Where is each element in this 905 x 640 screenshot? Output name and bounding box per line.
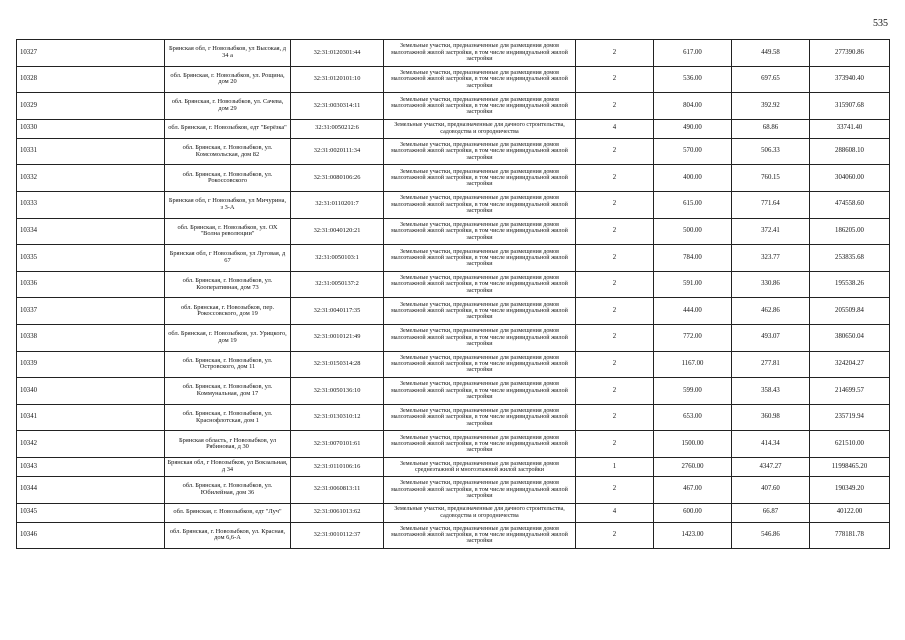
group-cell: 2 — [576, 324, 654, 351]
land-use-cell: Земельные участки, предназначенные для размещения домов малоэтажной жилой застройки, в том числе индивидуальной жилой застройки — [384, 66, 576, 93]
address-cell: Брянская обл, г Новозыбков, ул Мичурина, з 3-А — [165, 191, 291, 218]
row-number-cell: 10331 — [17, 138, 165, 165]
table-row — [17, 431, 890, 458]
cadastral-number-cell: 32:31:0040120:21 — [291, 218, 384, 245]
land-use-cell: Земельные участки, предназначенные для размещения домов малоэтажной жилой застройки, в том числе индивидуальной жилой застройки — [384, 324, 576, 351]
address-cell: обл. Брянская, г. Новозыбков, ул. Сачева, дом 29 — [165, 93, 291, 120]
row-number-cell: 10334 — [17, 218, 165, 245]
unit-value-cell: 760.15 — [732, 165, 810, 192]
address-cell: обл. Брянская, г. Новозыбков, ул. Красная, дом 6,6-А — [165, 522, 291, 549]
area-cell: 591.00 — [654, 271, 732, 298]
unit-value-cell: 493.07 — [732, 324, 810, 351]
group-cell: 2 — [576, 351, 654, 378]
land-use-cell: Земельные участки, предназначенные для дачного строительства, садоводства и огородничества — [384, 503, 576, 522]
group-cell: 1 — [576, 457, 654, 476]
land-use-cell: Земельные участки, предназначенные для размещения домов малоэтажной жилой застройки, в том числе индивидуальной жилой застройки — [384, 245, 576, 272]
area-cell: 1500.00 — [654, 431, 732, 458]
land-use-cell: Земельные участки, предназначенные для размещения домов малоэтажной жилой застройки, в том числе индивидуальной жилой застройки — [384, 476, 576, 503]
table-body — [17, 40, 890, 549]
table-row — [17, 324, 890, 351]
land-use-cell: Земельные участки, предназначенные для размещения домов малоэтажной жилой застройки, в том числе индивидуальной жилой застройки — [384, 271, 576, 298]
table-row — [17, 522, 890, 549]
cadastral-number-cell: 32:31:0050137:2 — [291, 271, 384, 298]
address-cell: обл. Брянская, г. Новозыбков, ул. Юбилейная, дом 36 — [165, 476, 291, 503]
row-number-cell: 10346 — [17, 522, 165, 549]
table-row — [17, 271, 890, 298]
address-cell: обл. Брянская, г. Новозыбков, едт "Берёзка" — [165, 119, 291, 138]
cadastral-value-cell: 277390.86 — [810, 40, 890, 67]
cadastral-value-cell: 315907.68 — [810, 93, 890, 120]
area-cell: 536.00 — [654, 66, 732, 93]
row-number-cell: 10336 — [17, 271, 165, 298]
area-cell: 1423.00 — [654, 522, 732, 549]
table-row — [17, 457, 890, 476]
unit-value-cell: 372.41 — [732, 218, 810, 245]
unit-value-cell: 358.43 — [732, 378, 810, 405]
cadastral-number-cell: 32:31:0050103:1 — [291, 245, 384, 272]
table-row — [17, 503, 890, 522]
unit-value-cell: 407.60 — [732, 476, 810, 503]
address-cell: обл. Брянская, г. Новозыбков, пер. Рокоссовского, дом 19 — [165, 298, 291, 325]
unit-value-cell: 546.86 — [732, 522, 810, 549]
group-cell: 2 — [576, 191, 654, 218]
area-cell: 444.00 — [654, 298, 732, 325]
group-cell: 4 — [576, 503, 654, 522]
address-cell: обл. Брянская, г. Новозыбков, ул. Урицкого, дом 19 — [165, 324, 291, 351]
address-cell: Брянская область, г Новозыбков, ул Рябиновая, д 30 — [165, 431, 291, 458]
row-number-cell: 10342 — [17, 431, 165, 458]
unit-value-cell: 449.58 — [732, 40, 810, 67]
cadastral-number-cell: 32:31:0030314:11 — [291, 93, 384, 120]
cadastral-value-cell: 288608.10 — [810, 138, 890, 165]
address-cell: Брянская обл, г Новозыбков, ул Высокая, д 34 а — [165, 40, 291, 67]
cadastral-number-cell: 32:31:0120301:44 — [291, 40, 384, 67]
row-number-cell: 10344 — [17, 476, 165, 503]
land-use-cell: Земельные участки, предназначенные для дачного строительства, садоводства и огородничества — [384, 119, 576, 138]
row-number-cell: 10335 — [17, 245, 165, 272]
row-number-cell: 10345 — [17, 503, 165, 522]
cadastral-number-cell: 32:31:0010112:37 — [291, 522, 384, 549]
row-number-cell: 10333 — [17, 191, 165, 218]
cadastral-number-cell: 32:31:0010121:49 — [291, 324, 384, 351]
address-cell: обл. Брянская, г. Новозыбков, ул. Краснофлотская, дом 1 — [165, 404, 291, 431]
unit-value-cell: 360.98 — [732, 404, 810, 431]
unit-value-cell: 323.77 — [732, 245, 810, 272]
cadastral-number-cell: 32:31:0080106:26 — [291, 165, 384, 192]
land-use-cell: Земельные участки, предназначенные для размещения домов малоэтажной жилой застройки, в том числе индивидуальной жилой застройки — [384, 431, 576, 458]
cadastral-value-cell: 190349.20 — [810, 476, 890, 503]
cadastral-number-cell: 32:31:0110106:16 — [291, 457, 384, 476]
row-number-cell: 10340 — [17, 378, 165, 405]
group-cell: 4 — [576, 119, 654, 138]
cadastral-value-cell: 11998465.20 — [810, 457, 890, 476]
row-number-cell: 10330 — [17, 119, 165, 138]
group-cell: 2 — [576, 138, 654, 165]
unit-value-cell: 68.86 — [732, 119, 810, 138]
cadastral-number-cell: 32:31:0061013:62 — [291, 503, 384, 522]
cadastral-value-cell: 474558.60 — [810, 191, 890, 218]
table-row — [17, 351, 890, 378]
cadastral-number-cell: 32:31:0110201:7 — [291, 191, 384, 218]
cadastral-value-cell: 778181.78 — [810, 522, 890, 549]
table-row — [17, 245, 890, 272]
land-use-cell: Земельные участки, предназначенные для размещения домов среднеэтажной и многоэтажной жилой застройки — [384, 457, 576, 476]
land-use-cell: Земельные участки, предназначенные для размещения домов малоэтажной жилой застройки, в том числе индивидуальной жилой застройки — [384, 298, 576, 325]
unit-value-cell: 392.92 — [732, 93, 810, 120]
land-registry-table — [16, 39, 890, 549]
cadastral-value-cell: 373940.40 — [810, 66, 890, 93]
area-cell: 617.00 — [654, 40, 732, 67]
cadastral-number-cell: 32:31:0130310:12 — [291, 404, 384, 431]
area-cell: 490.00 — [654, 119, 732, 138]
address-cell: обл. Брянская, г. Новозыбков, едт "Луч" — [165, 503, 291, 522]
land-use-cell: Земельные участки, предназначенные для размещения домов малоэтажной жилой застройки, в том числе индивидуальной жилой застройки — [384, 93, 576, 120]
row-number-cell: 10332 — [17, 165, 165, 192]
address-cell: Брянская обл, г Новозыбков, ул Луговая, д 67 — [165, 245, 291, 272]
land-use-cell: Земельные участки, предназначенные для размещения домов малоэтажной жилой застройки, в том числе индивидуальной жилой застройки — [384, 404, 576, 431]
area-cell: 400.00 — [654, 165, 732, 192]
unit-value-cell: 771.64 — [732, 191, 810, 218]
cadastral-value-cell: 195538.26 — [810, 271, 890, 298]
table-row — [17, 378, 890, 405]
row-number-cell: 10337 — [17, 298, 165, 325]
area-cell: 615.00 — [654, 191, 732, 218]
unit-value-cell: 697.65 — [732, 66, 810, 93]
table-row — [17, 119, 890, 138]
address-cell: обл. Брянская, г. Новозыбков, ул. Комсомольская, дом 82 — [165, 138, 291, 165]
cadastral-value-cell: 186205.00 — [810, 218, 890, 245]
area-cell: 653.00 — [654, 404, 732, 431]
group-cell: 2 — [576, 476, 654, 503]
land-use-cell: Земельные участки, предназначенные для размещения домов малоэтажной жилой застройки, в том числе индивидуальной жилой застройки — [384, 40, 576, 67]
land-use-cell: Земельные участки, предназначенные для размещения домов малоэтажной жилой застройки, в том числе индивидуальной жилой застройки — [384, 138, 576, 165]
address-cell: обл. Брянская, г. Новозыбков, ул. Коммунальная, дом 17 — [165, 378, 291, 405]
land-use-cell: Земельные участки, предназначенные для размещения домов малоэтажной жилой застройки, в том числе индивидуальной жилой застройки — [384, 522, 576, 549]
area-cell: 600.00 — [654, 503, 732, 522]
unit-value-cell: 66.87 — [732, 503, 810, 522]
land-use-cell: Земельные участки, предназначенные для размещения домов малоэтажной жилой застройки, в том числе индивидуальной жилой застройки — [384, 378, 576, 405]
land-use-cell: Земельные участки, предназначенные для размещения домов малоэтажной жилой застройки, в том числе индивидуальной жилой застройки — [384, 351, 576, 378]
row-number-cell: 10338 — [17, 324, 165, 351]
table-row — [17, 404, 890, 431]
area-cell: 772.00 — [654, 324, 732, 351]
row-number-cell: 10327 — [17, 40, 165, 67]
group-cell: 2 — [576, 271, 654, 298]
address-cell: Брянская обл, г Новозыбков, ул Вокзальная, д 34 — [165, 457, 291, 476]
table-row — [17, 165, 890, 192]
address-cell: обл. Брянская, г. Новозыбков, ул. Кооперативная, дом 73 — [165, 271, 291, 298]
table-row — [17, 191, 890, 218]
land-use-cell: Земельные участки, предназначенные для размещения домов малоэтажной жилой застройки, в том числе индивидуальной жилой застройки — [384, 165, 576, 192]
row-number-cell: 10341 — [17, 404, 165, 431]
group-cell: 2 — [576, 93, 654, 120]
unit-value-cell: 277.81 — [732, 351, 810, 378]
address-cell: обл. Брянская, г. Новозыбков, ул. Рощина, дом 20 — [165, 66, 291, 93]
address-cell: обл. Брянская, г. Новозыбков, ул. Рокоссовского — [165, 165, 291, 192]
row-number-cell: 10343 — [17, 457, 165, 476]
table-row — [17, 138, 890, 165]
cadastral-value-cell: 324204.27 — [810, 351, 890, 378]
cadastral-number-cell: 32:31:0020111:34 — [291, 138, 384, 165]
row-number-cell: 10329 — [17, 93, 165, 120]
cadastral-number-cell: 32:31:0040117:35 — [291, 298, 384, 325]
unit-value-cell: 506.33 — [732, 138, 810, 165]
cadastral-value-cell: 33741.40 — [810, 119, 890, 138]
group-cell: 2 — [576, 66, 654, 93]
area-cell: 1167.00 — [654, 351, 732, 378]
table-row — [17, 66, 890, 93]
cadastral-value-cell: 304060.00 — [810, 165, 890, 192]
group-cell: 2 — [576, 40, 654, 67]
table-row — [17, 218, 890, 245]
unit-value-cell: 330.86 — [732, 271, 810, 298]
unit-value-cell: 462.86 — [732, 298, 810, 325]
area-cell: 570.00 — [654, 138, 732, 165]
cadastral-number-cell: 32:31:0120101:10 — [291, 66, 384, 93]
cadastral-value-cell: 380650.04 — [810, 324, 890, 351]
group-cell: 2 — [576, 165, 654, 192]
group-cell: 2 — [576, 404, 654, 431]
cadastral-value-cell: 214699.57 — [810, 378, 890, 405]
row-number-cell: 10339 — [17, 351, 165, 378]
cadastral-value-cell: 621510.00 — [810, 431, 890, 458]
cadastral-value-cell: 235719.94 — [810, 404, 890, 431]
area-cell: 2760.00 — [654, 457, 732, 476]
area-cell: 467.00 — [654, 476, 732, 503]
group-cell: 2 — [576, 522, 654, 549]
table-row — [17, 298, 890, 325]
unit-value-cell: 414.34 — [732, 431, 810, 458]
area-cell: 804.00 — [654, 93, 732, 120]
cadastral-value-cell: 253835.68 — [810, 245, 890, 272]
group-cell: 2 — [576, 218, 654, 245]
cadastral-number-cell: 32:31:0060813:11 — [291, 476, 384, 503]
unit-value-cell: 4347.27 — [732, 457, 810, 476]
row-number-cell: 10328 — [17, 66, 165, 93]
cadastral-number-cell: 32:31:0050136:10 — [291, 378, 384, 405]
cadastral-value-cell: 40122.00 — [810, 503, 890, 522]
cadastral-number-cell: 32:31:0050212:6 — [291, 119, 384, 138]
group-cell: 2 — [576, 431, 654, 458]
group-cell: 2 — [576, 378, 654, 405]
cadastral-number-cell: 32:31:0150314:28 — [291, 351, 384, 378]
group-cell: 2 — [576, 298, 654, 325]
table-row — [17, 40, 890, 67]
page-number: 535 — [873, 18, 888, 29]
cadastral-value-cell: 205509.84 — [810, 298, 890, 325]
cadastral-number-cell: 32:31:0070101:61 — [291, 431, 384, 458]
group-cell: 2 — [576, 245, 654, 272]
table-row — [17, 93, 890, 120]
area-cell: 784.00 — [654, 245, 732, 272]
address-cell: обл. Брянская, г. Новозыбков, ул. Островского, дом 11 — [165, 351, 291, 378]
land-use-cell: Земельные участки, предназначенные для размещения домов малоэтажной жилой застройки, в том числе индивидуальной жилой застройки — [384, 191, 576, 218]
table-row — [17, 476, 890, 503]
address-cell: обл. Брянская, г. Новозыбков, ул. ОХ "Волна революции" — [165, 218, 291, 245]
area-cell: 599.00 — [654, 378, 732, 405]
land-use-cell: Земельные участки, предназначенные для размещения домов малоэтажной жилой застройки, в том числе индивидуальной жилой застройки — [384, 218, 576, 245]
area-cell: 500.00 — [654, 218, 732, 245]
